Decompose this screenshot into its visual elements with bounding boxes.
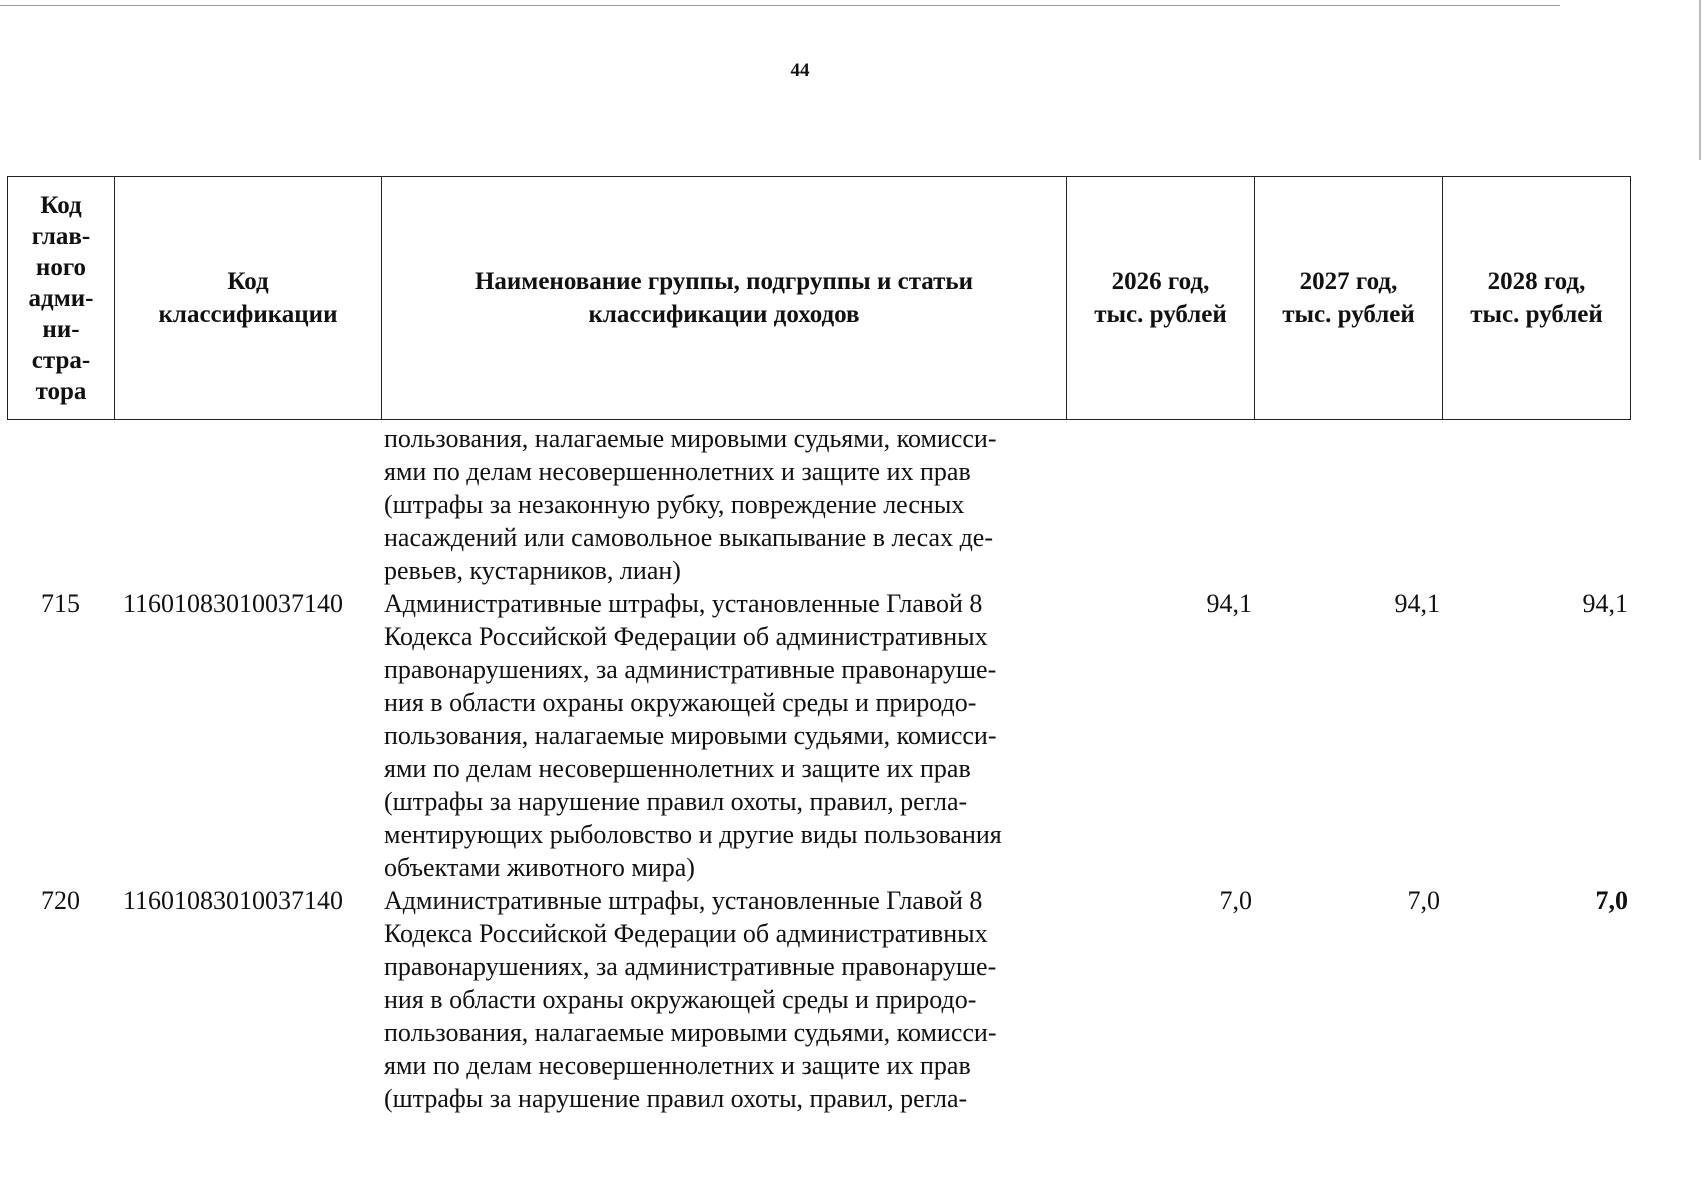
table-row — [7, 884, 1630, 1115]
cell-value-2027: 7,0 — [1407, 886, 1440, 915]
scan-edge-top — [0, 5, 1560, 6]
scan-edge-right — [1699, 0, 1701, 160]
header-year-2027: 2027 год, тыс. рублей — [1255, 177, 1443, 420]
header-year-2028: 2028 год, тыс. рублей — [1443, 177, 1631, 420]
cell-name-continuation: пользования, налагаемые мировыми судьями, комисси- ями по делам несовершеннолетних и защите их прав (штрафы за незаконную рубку, повреждение лесных насаждений или самовольное выкапывание в лесах де- ревьев, кустарников, лиан) — [384, 424, 997, 585]
table-body — [7, 422, 1630, 1115]
table-row — [7, 587, 1630, 884]
table-row-continuation — [7, 422, 1630, 587]
cell-admin-code: 715 — [41, 589, 80, 618]
cell-income-name: Административные штрафы, установленные Главой 8 Кодекса Российской Федерации об административных правонарушениях, за административные правонаруше- ния в области охраны окружающей среды и природо- пользования, налагаемые мировыми судьями, комисси- ями по делам несовершеннолетних и защите их прав (штрафы за нарушение правил охоты, правил, регла- ментирующих рыболовство и другие виды пользования объектами животного мира) — [384, 589, 1002, 882]
page-number: 44 — [790, 60, 810, 81]
cell-income-name: Административные штрафы, установленные Главой 8 Кодекса Российской Федерации об административных правонарушениях, за административные правонаруше- ния в области охраны окружающей среды и природо- пользования, налагаемые мировыми судьями, комисси- ями по делам несовершеннолетних и защите их прав (штрафы за нарушение правил охоты, правил, регла- — [384, 886, 997, 1113]
cell-admin-empty — [7, 422, 114, 587]
header-year-2026: 2026 год, тыс. рублей — [1067, 177, 1255, 420]
cell-value-2026: 7,0 — [1219, 886, 1252, 915]
cell-value-2027: 94,1 — [1394, 589, 1440, 618]
cell-classification-code: 11601083010037140 — [123, 589, 344, 618]
table-header — [7, 176, 1631, 420]
cell-value-2028: 94,1 — [1582, 589, 1628, 618]
header-admin-code: Код глав- ного адми- ни- стра- тора — [8, 177, 115, 420]
header-classification-code: Код классификации — [115, 177, 382, 420]
header-income-name: Наименование группы, подгруппы и статьи классификации доходов — [382, 177, 1067, 420]
cell-classification-code: 11601083010037140 — [123, 886, 344, 915]
cell-value-2026: 94,1 — [1206, 589, 1252, 618]
cell-code-empty — [114, 422, 381, 587]
cell-value-2028: 7,0 — [1595, 886, 1628, 915]
cell-admin-code: 720 — [41, 886, 80, 915]
